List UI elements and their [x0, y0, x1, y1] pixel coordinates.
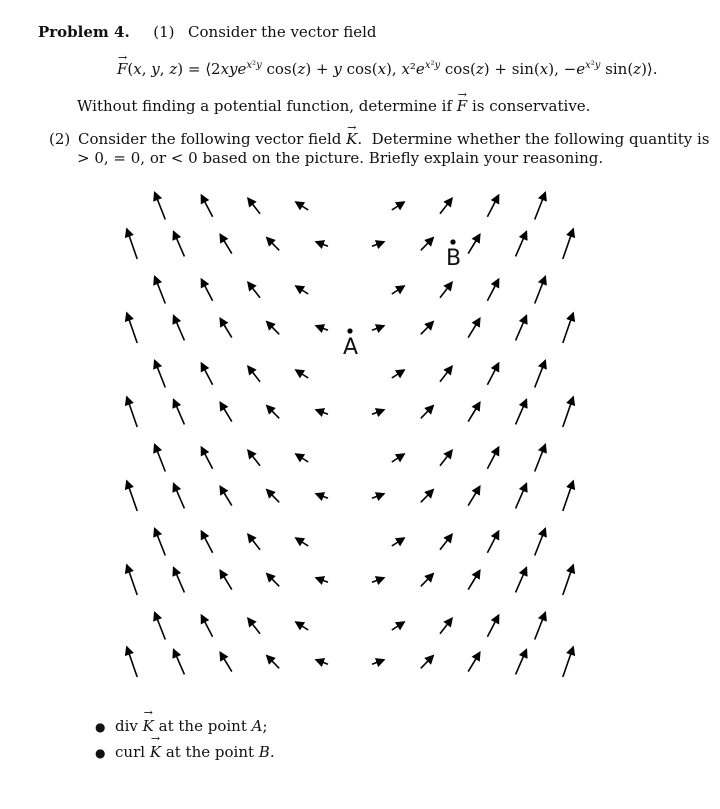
field-arrow-98 [127, 647, 137, 677]
field-arrow-24 [155, 445, 166, 472]
field-arrow-67 [563, 313, 573, 343]
field-arrow-64 [421, 322, 433, 335]
field-arrow-62 [316, 326, 328, 330]
field-arrow-55 [468, 234, 480, 253]
field-arrow-72 [316, 410, 328, 414]
field-arrow-106 [516, 650, 527, 675]
field-arrow-6 [487, 195, 498, 217]
field-arrow-89 [174, 568, 185, 593]
field-arrow-32 [155, 529, 166, 556]
field-arrow-40 [155, 613, 166, 640]
field-arrow-44 [392, 622, 404, 630]
field-arrow-61 [267, 322, 279, 335]
field-arrow-47 [535, 613, 546, 640]
problem-heading: Problem 4. [38, 23, 130, 41]
field-arrow-65 [468, 318, 480, 337]
point-a-label: A [343, 335, 359, 360]
field-arrow-96 [516, 568, 527, 593]
field-arrow-74 [421, 406, 433, 419]
field-arrow-78 [127, 481, 137, 511]
field-arrow-20 [392, 370, 404, 378]
field-arrow-13 [440, 282, 452, 297]
field-arrow-60 [220, 318, 232, 337]
field-arrow-95 [468, 570, 480, 589]
field-arrow-31 [535, 445, 546, 472]
field-arrow-11 [296, 286, 308, 294]
part1-number: (1) [153, 23, 175, 41]
field-arrow-75 [468, 402, 480, 421]
field-arrow-53 [372, 242, 384, 246]
field-arrow-90 [220, 570, 232, 589]
field-arrow-16 [155, 361, 166, 388]
arrow-group [127, 193, 573, 678]
field-arrow-77 [563, 397, 573, 427]
field-arrow-76 [516, 400, 527, 425]
field-arrow-7 [535, 193, 546, 220]
field-arrow-17 [201, 363, 212, 385]
field-arrow-46 [487, 615, 498, 637]
field-arrow-71 [267, 406, 279, 419]
field-arrow-52 [316, 242, 328, 246]
field-arrow-49 [174, 232, 185, 257]
field-arrow-59 [174, 316, 185, 341]
field-arrow-79 [174, 484, 185, 509]
point-a-dot [347, 328, 352, 333]
field-arrow-27 [296, 454, 308, 462]
field-arrow-41 [201, 615, 212, 637]
field-arrow-68 [127, 397, 137, 427]
part1-intro: Consider the vector field [188, 23, 377, 41]
field-arrow-38 [487, 531, 498, 553]
field-arrow-92 [316, 578, 328, 582]
field-arrow-34 [248, 534, 260, 549]
field-arrow-57 [563, 229, 573, 259]
field-arrow-36 [392, 538, 404, 546]
field-arrow-30 [487, 447, 498, 469]
field-arrow-99 [174, 650, 185, 675]
vector-field-formula: → F(x, y, z) = ⟨2xye$^{x^2y}$ cos(z) + y cos(x), $x^2e^{x^2y}$ cos(z) + sin(x), $-e^{x^2y}$ sin(z)⟩. [117, 60, 658, 78]
field-arrow-104 [421, 656, 433, 669]
field-arrow-51 [267, 238, 279, 251]
field-arrow-85 [468, 486, 480, 505]
field-arrow-88 [127, 565, 137, 595]
field-arrow-29 [440, 450, 452, 465]
field-arrow-28 [392, 454, 404, 462]
field-arrow-19 [296, 370, 308, 378]
field-arrow-25 [201, 447, 212, 469]
field-arrow-58 [127, 313, 137, 343]
field-arrow-66 [516, 316, 527, 341]
field-arrow-87 [563, 481, 573, 511]
field-arrow-107 [563, 647, 573, 677]
field-arrow-83 [372, 494, 384, 498]
field-arrow-50 [220, 234, 232, 253]
field-arrow-22 [487, 363, 498, 385]
point-b [446, 239, 461, 271]
field-arrow-45 [440, 618, 452, 633]
field-arrow-81 [267, 490, 279, 503]
field-arrow-23 [535, 361, 546, 388]
field-arrow-84 [421, 490, 433, 503]
field-arrow-86 [516, 484, 527, 509]
field-arrow-10 [248, 282, 260, 297]
field-arrow-102 [316, 660, 328, 664]
part1-task: Without finding a potential function, determine if → F is conservative. [77, 97, 590, 115]
field-arrow-94 [421, 574, 433, 587]
field-arrow-93 [372, 578, 384, 582]
field-arrow-105 [468, 652, 480, 671]
field-arrow-39 [535, 529, 546, 556]
field-arrow-2 [248, 198, 260, 213]
field-arrow-97 [563, 565, 573, 595]
field-arrow-100 [220, 652, 232, 671]
field-arrow-0 [155, 193, 166, 220]
field-arrow-80 [220, 486, 232, 505]
field-arrow-101 [267, 656, 279, 669]
field-arrow-1 [201, 195, 212, 217]
field-arrow-56 [516, 232, 527, 257]
field-arrow-18 [248, 366, 260, 381]
field-arrow-4 [392, 202, 404, 210]
bullet-div: ● div → K at the point A; [95, 717, 268, 735]
field-arrow-91 [267, 574, 279, 587]
field-arrow-63 [372, 326, 384, 330]
field-arrow-43 [296, 622, 308, 630]
field-arrow-37 [440, 534, 452, 549]
field-arrow-35 [296, 538, 308, 546]
field-arrow-73 [372, 410, 384, 414]
field-arrow-103 [372, 660, 384, 664]
field-arrow-54 [421, 238, 433, 251]
field-arrow-42 [248, 618, 260, 633]
field-arrow-21 [440, 366, 452, 381]
field-arrow-12 [392, 286, 404, 294]
part2-number: (2) [49, 130, 71, 148]
field-arrow-9 [201, 279, 212, 301]
field-arrow-3 [296, 202, 308, 210]
point-b-label: B [446, 246, 462, 271]
bullet-curl: ● curl → K at the point B. [95, 743, 275, 761]
field-arrow-8 [155, 277, 166, 304]
field-arrow-70 [220, 402, 232, 421]
field-arrow-69 [174, 400, 185, 425]
field-arrow-33 [201, 531, 212, 553]
part2-line2: > 0, = 0, or < 0 based on the picture. Briefly explain your reasoning. [77, 149, 604, 167]
field-arrow-82 [316, 494, 328, 498]
field-arrow-14 [487, 279, 498, 301]
field-arrow-5 [440, 198, 452, 213]
point-a [343, 328, 358, 360]
point-b-dot [450, 239, 455, 244]
field-arrow-26 [248, 450, 260, 465]
field-arrow-15 [535, 277, 546, 304]
part2-line1: (2) Consider the following vector field → K. Determine whether the following quantity is [49, 130, 710, 148]
field-arrow-48 [127, 229, 137, 259]
